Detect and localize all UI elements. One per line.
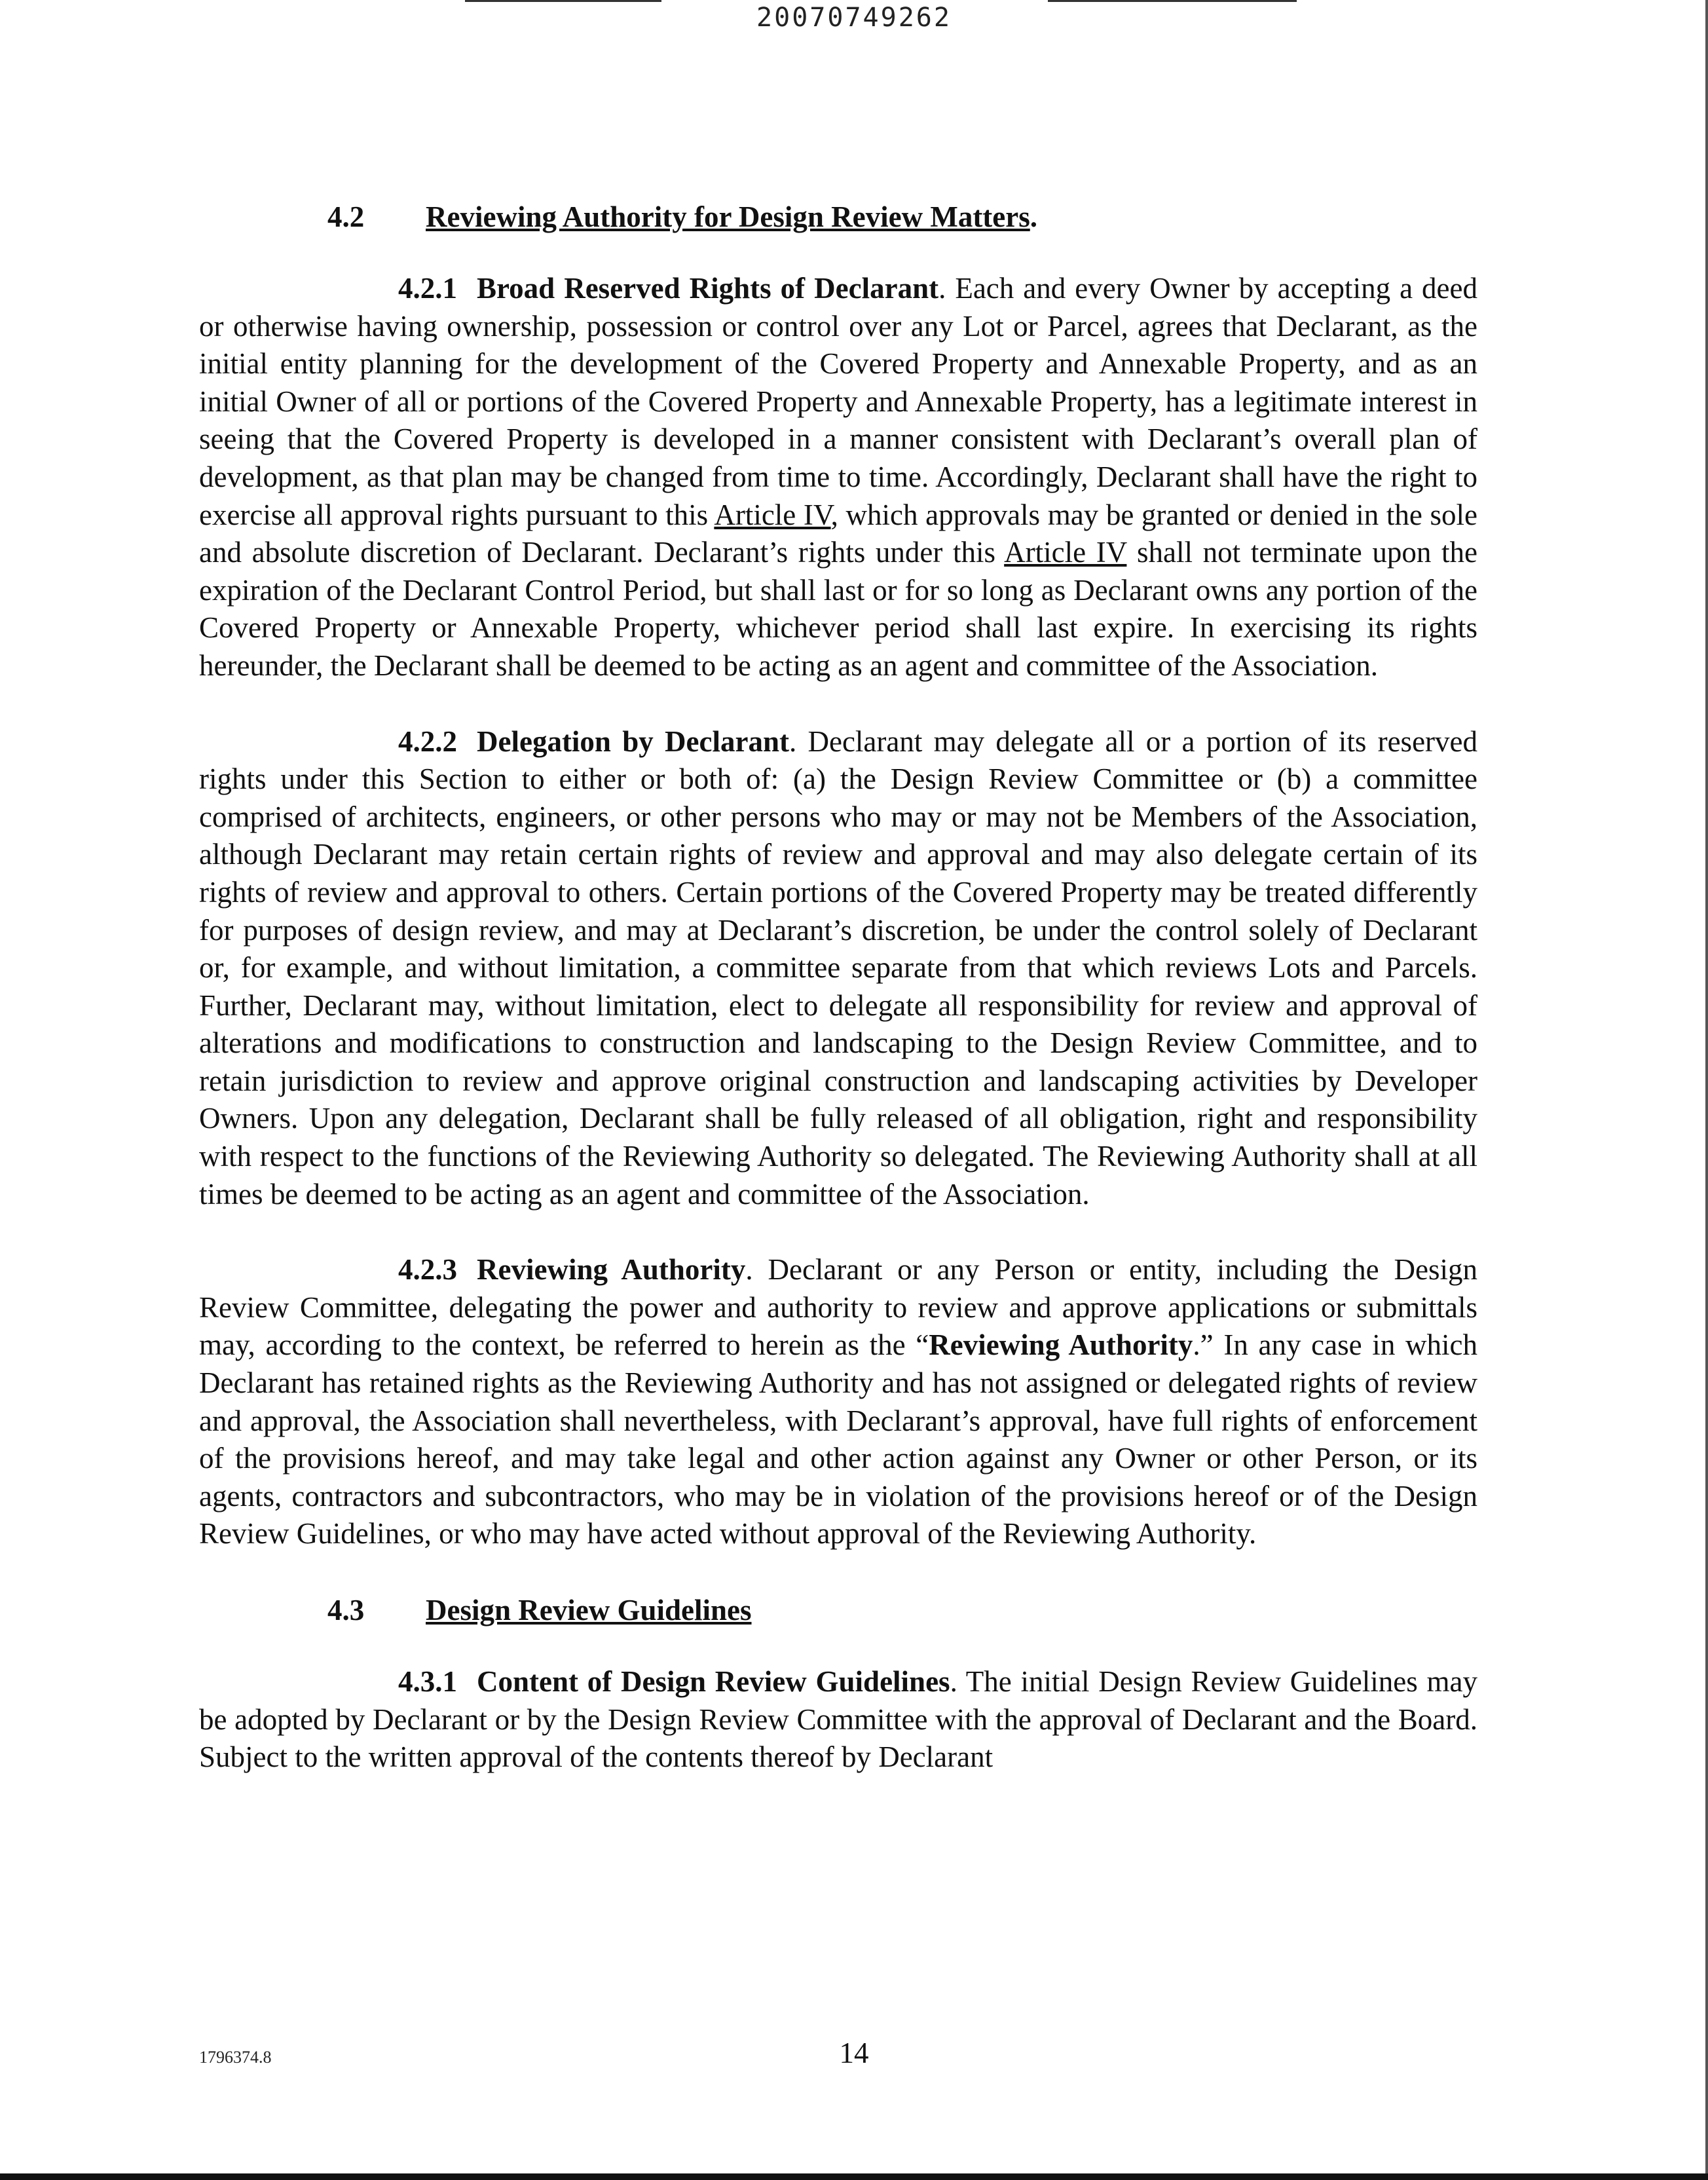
paragraph-number: 4.3.1 [398, 1665, 457, 1698]
defined-term: Reviewing Authority [929, 1328, 1193, 1362]
paragraph-4-3-1 [199, 1663, 1477, 1776]
scan-bottom-edge [0, 2173, 1708, 2180]
paragraph-number: 4.2.1 [398, 272, 457, 305]
scan-edge [1705, 0, 1708, 2180]
paragraph-title: Broad Reserved Rights of Declarant [477, 272, 939, 305]
cross-reference: Article IV [1004, 536, 1127, 569]
section-title: Reviewing Authority for Design Review Matters [426, 200, 1030, 233]
paragraph-title: Reviewing Authority [477, 1253, 746, 1287]
paragraph-number: 4.2.3 [398, 1253, 457, 1287]
paragraph-text: .” In any case in which Declarant has retained rights as the Reviewing Authority and has not assigned or delegated rights of review and approval, the Association shall nevertheless, with Declarant’s approval, have full rights of enforcement of the provisions hereof, and may take legal and other action against any Owner or other Person, or its agents, contractors and subcontractors, who may be in violation of the provisions hereof or of the Design Review Guidelines, or who may have acted without approval of the Reviewing Authority. [199, 1328, 1477, 1550]
spacer [199, 1553, 1477, 1591]
page-body [199, 198, 1477, 1776]
paragraph-4-2-1 [199, 270, 1477, 685]
section-number: 4.3 [327, 1594, 365, 1626]
paragraph-text: . Declarant may delegate all or a portion of its reserved rights under this Section to either or both of: (a) the Design Review Committee or (b) a committee comprised of architects, engineers, or other persons who may or may not be Members of the Association, although Declarant may retain certain rights of review and approval and may also delegate certain of its rights of review and approval to others. Certain portions of the Covered Property may be treated differently for purposes of design review, and may at Declarant’s discretion, be under the control solely of Declarant or, for example, and without limitation, a committee separate from that which reviews Lots and Parcels. Further, Declarant may, without limitation, elect to delegate all responsibility for review and approval of alterations and modifications to construction and landscaping to the Design Review Committee, and to retain jurisdiction to review and approve original construction and landscaping activities by Developer Owners. Upon any delegation, Declarant shall be fully released of all obligation, right and responsibility with respect to the functions of the Reviewing Authority so delegated. The Reviewing Authority shall at all times be deemed to be acting as an agent and committee of the Association. [199, 724, 1477, 1211]
spacer [199, 685, 1477, 723]
paragraph-text: , which approvals may be granted or denied in the sole and absolute discretion of Declarant. Declarant’s rights under this [199, 498, 1477, 569]
paragraph-title: Delegation by Declarant [477, 724, 789, 758]
cross-reference: Article IV [714, 498, 831, 531]
spacer [199, 236, 1477, 270]
section-heading-4-2 [199, 198, 1477, 236]
paragraph-number: 4.2.2 [398, 724, 457, 758]
paragraph-4-2-2 [199, 723, 1477, 1214]
paragraph-title: Content of Design Review Guidelines [477, 1665, 950, 1698]
section-heading-4-3 [199, 1591, 1477, 1629]
document-number: 20070749262 [756, 3, 952, 33]
paragraph-text: shall not terminate upon the expiration of the Declarant Control Period, but shall last or for so long as Declarant owns any portion of the Covered Property or Annexable Property, whichever period shall last expire. In exercising its rights hereunder, the Declarant shall be deemed to be acting as an agent and committee of the Association. [199, 536, 1477, 682]
spacer [199, 1629, 1477, 1663]
spacer [199, 1213, 1477, 1251]
document-code: 1796374.8 [199, 2048, 272, 2067]
page-number: 14 [839, 2037, 869, 2069]
paragraph-text: . The initial Design Review Guidelines may be adopted by Declarant or by the Design Review Committee with the approval of Declarant and the Board. Subject to the written approval of the contents thereof by Declarant [199, 1665, 1477, 1774]
top-rule-left [465, 0, 661, 2]
section-title-period: . [1030, 200, 1037, 233]
paragraph-4-2-3 [199, 1251, 1477, 1553]
top-rule-right [1048, 0, 1297, 2]
section-title: Design Review Guidelines [426, 1594, 752, 1626]
section-number: 4.2 [327, 200, 365, 233]
paragraph-text: . Declarant or any Person or entity, including the Design Review Committee, delegating the power and authority to review and approve applications or submittals may, according to the context, be referred to herein as the “ [199, 1253, 1477, 1362]
paragraph-text: . Each and every Owner by accepting a deed or otherwise having ownership, possession or control over any Lot or Parcel, agrees that Declarant, as the initial entity planning for the development of the Covered Property and Annexable Property, and as an initial Owner of all or portions of the Covered Property and Annexable Property, has a legitimate interest in seeing that the Covered Property is developed in a manner consistent with Declarant’s overall plan of development, as that plan may be changed from time to time. Accordingly, Declarant shall have the right to exercise all approval rights pursuant to this [199, 272, 1477, 531]
